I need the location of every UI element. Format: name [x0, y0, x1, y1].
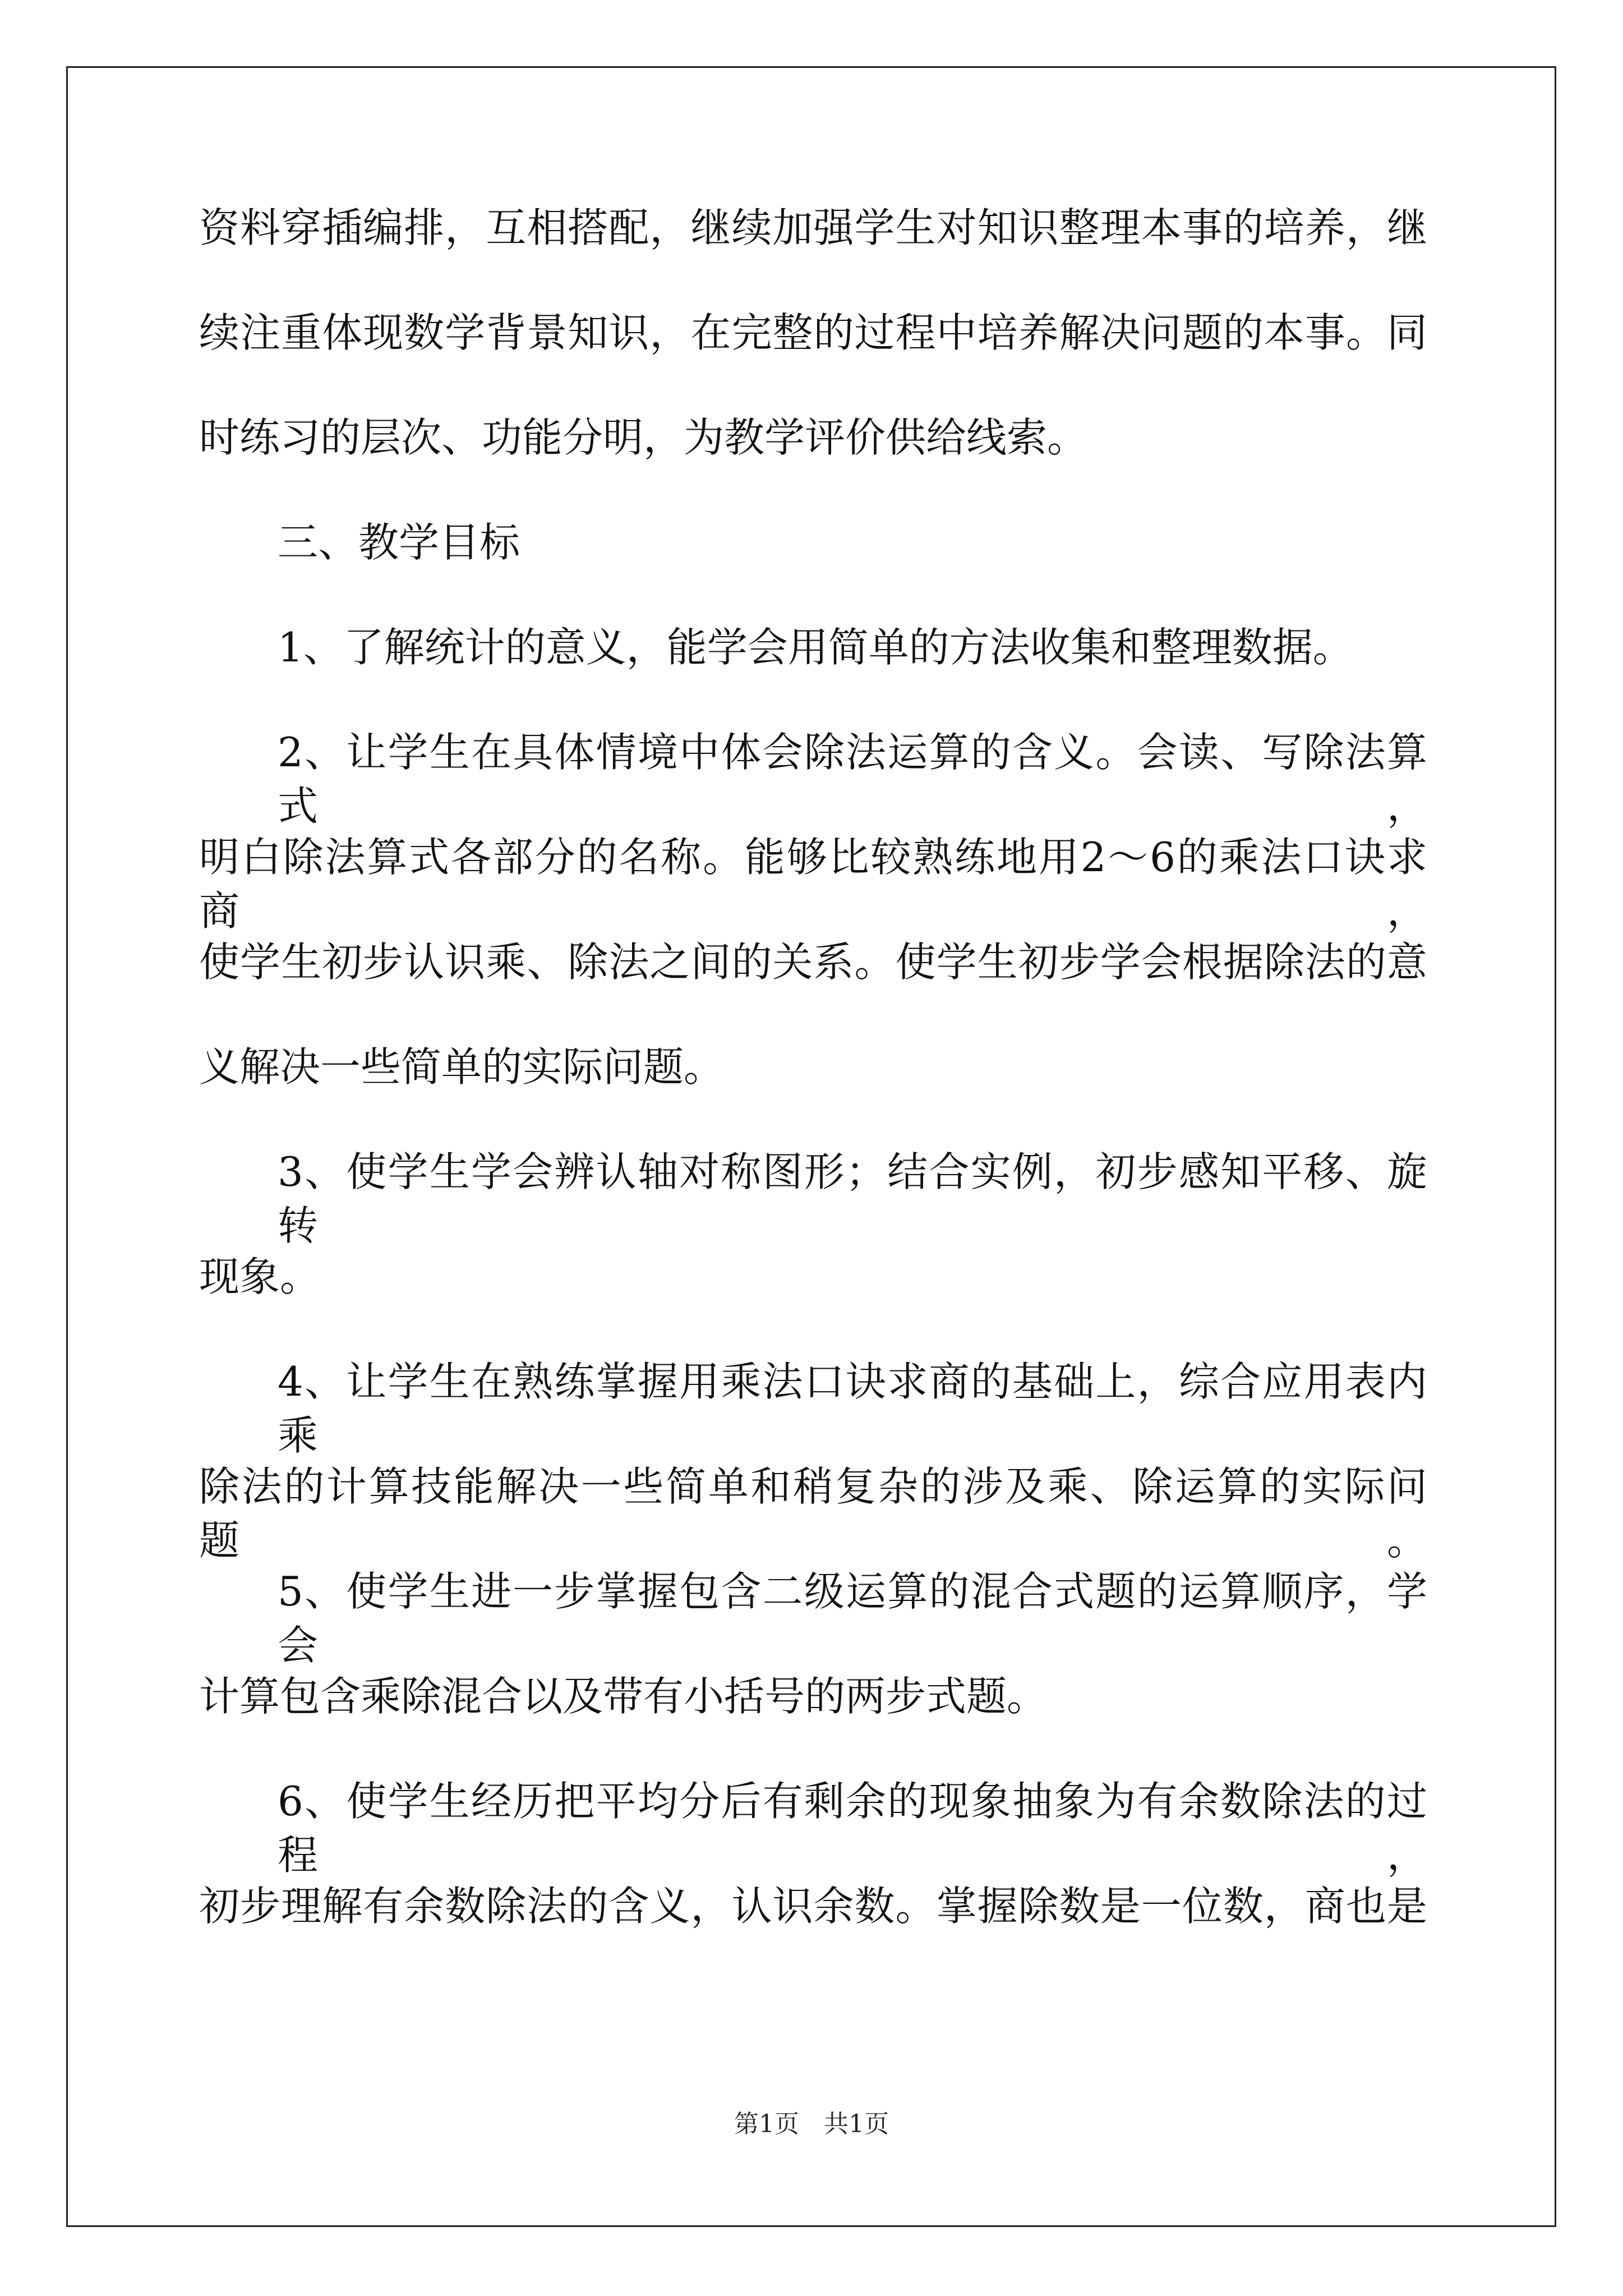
text-line: 明白除法算式各部分的名称。能够比较熟练地用2～6的乘法口诀求商， [199, 834, 1427, 935]
text-line: 4、让学生在熟练掌握用乘法口诀求商的基础上，综合应用表内乘 [278, 1358, 1427, 1459]
text-line: 义解决一些简单的实际问题。 [199, 1043, 725, 1091]
text-line: 计算包含乘除混合以及带有小括号的两步式题。 [199, 1673, 1048, 1720]
text-line: 2、让学生在具体情境中体会除法运算的含义。会读、写除法算式， [278, 729, 1427, 830]
text-line: 3、使学生学会辨认轴对称图形；结合实例，初步感知平移、旋转 [278, 1148, 1427, 1249]
text-line: 5、使学生进一步掌握包含二级运算的混合式题的运算顺序，学会 [278, 1568, 1427, 1669]
text-line: 资料穿插编排，互相搭配，继续加强学生对知识整理本事的培养，继 [199, 204, 1427, 251]
text-line: 初步理解有余数除法的含义，认识余数。掌握除数是一位数，商也是 [199, 1883, 1427, 1930]
section-heading: 三、教学目标 [278, 519, 520, 566]
text-line: 除法的计算技能解决一些简单和稍复杂的涉及乘、除运算的实际问题。 [199, 1463, 1427, 1564]
text-line: 6、使学生经历把平均分后有剩余的现象抽象为有余数除法的过程， [278, 1778, 1427, 1879]
text-line: 时练习的层次、功能分明，为教学评价供给线索。 [199, 414, 1088, 461]
text-line: 使学生初步认识乘、除法之间的关系。使学生初步学会根据除法的意 [199, 938, 1427, 986]
page-number-footer: 第1页 共1页 [734, 2110, 889, 2138]
text-line: 1、了解统计的意义，能学会用简单的方法收集和整理数据。 [278, 624, 1353, 671]
text-line: 续注重体现数学背景知识，在完整的过程中培养解决问题的本事。同 [199, 309, 1427, 356]
text-line: 现象。 [199, 1253, 321, 1300]
